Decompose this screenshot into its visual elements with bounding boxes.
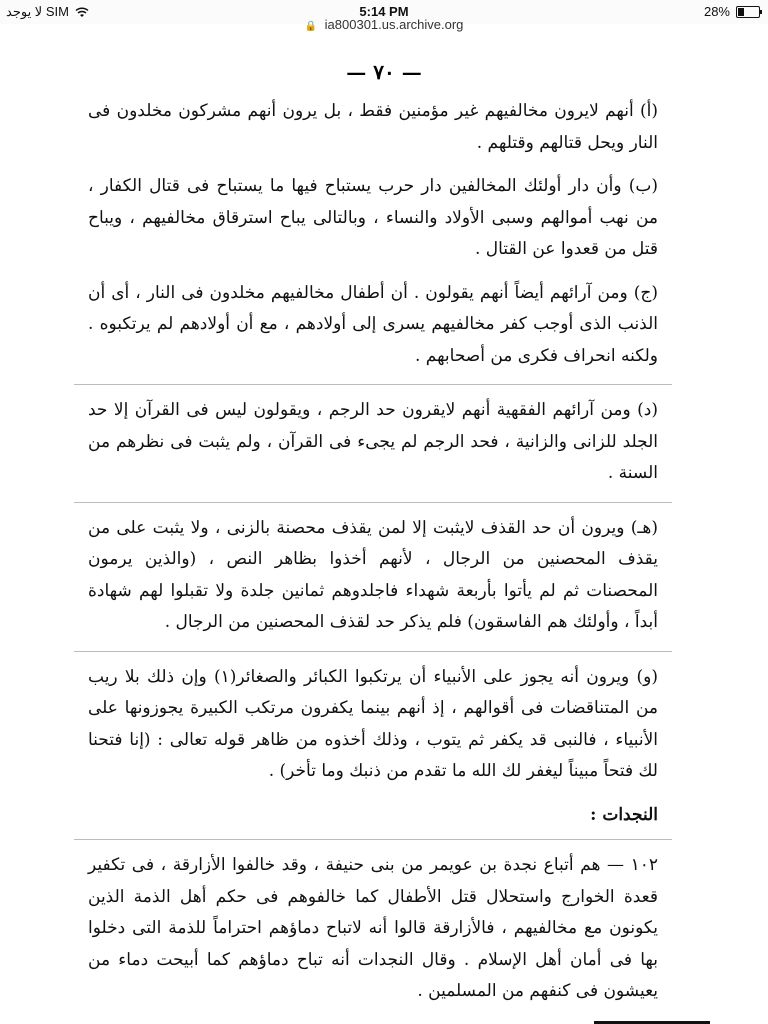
divider bbox=[74, 651, 672, 652]
document-page bbox=[0, 40, 768, 1024]
paragraph-c: (ج) ومن آرائهم أيضاً أنهم يقولون . أن أطفال مخالفيهم مخلدون فى النار ، أى أن الذنب الذى أوجب كفر مخالفيهم يسرى إلى أولادهم ، مع أن أولادهم لم يرتكبوه . ولكنه انحراف فكرى من أصحابهم . bbox=[88, 282, 658, 366]
document-body bbox=[88, 96, 658, 1020]
battery-icon bbox=[736, 6, 760, 18]
paragraph-d: (د) ومن آرائهم الفقهية أنهم لايقرون حد الرجم ، ويقولون ليس فى القرآن إلا حد الجلد للزانى والزانية ، فحد الرجم لم يجىء فى القرآن ، ولم يثبت فى نظرهم من السنة . bbox=[88, 400, 658, 483]
clock: 5:14 PM bbox=[359, 4, 409, 19]
battery-percent: 28% bbox=[703, 4, 730, 19]
divider bbox=[74, 384, 672, 385]
paragraph-f: (و) ويرون أنه يجوز على الأنبياء أن يرتكبوا الكبائر والصغائر(١) وإن ذلك بلا ريب من المتناقضات فى أقوالهم ، إذ أنهم بينما يكفرون مرتكب الكبيرة يجوزونها على الأنبياء ، فالنبى قد يكفر ثم يتوب ، وذلك أخذوه من ظاهر قوله تعالى : (إنا فتحنا لك فتحاً مبيناً ليغفر لك الله ما تقدم من ذنبك وما تأخر) . bbox=[88, 666, 658, 781]
divider bbox=[74, 502, 672, 503]
page-number: — ٧٠ — bbox=[346, 60, 422, 84]
lock-icon: 🔒 bbox=[304, 21, 318, 32]
section-paragraph: ١٠٢ — هم أتباع نجدة بن عويمر من بنى حنيفة ، وقد خالفوا الأزارقة ، فى تكفير قعدة الخوارج واستحلال قتل الأطفال كما خالفوهم فى حكم أهل الذمة الذين يكونون مع مخالفيهم ، فالأزارقة قالوا أنه لاتباح دماؤهم احتراماً للذمة التى دخلوا بها فى أمان أهل الإسلام . وقال النجدات أنه تباح دماؤهم كما أبيحت دماء من يعيشون فى كنفهم من المسلمين . bbox=[88, 855, 658, 1001]
paragraph-a: (أ) أنهم لايرون مخالفيهم غير مؤمنين فقط ، بل يرون أنهم مشركون مخلدون فى النار ويحل قتالهم وقتلهم . bbox=[88, 101, 658, 153]
url-text: ia800301.us.archive.org bbox=[324, 17, 464, 32]
paragraph-e: (هـ) ويرون أن حد القذف لايثبت إلا لمن يقذف محصنة بالزنى ، ولا يثبت على من يقذف المحصنين من الرجال ، لأنهم أخذوا بظاهر النص ، (والذين يرمون المحصنات ثم لم يأتوا بأربعة شهداء فاجلدوهم ثمانين جلدة ولا تقبلوا لهم شهادة أبداً ، وأولئك هم الفاسقون) فلم يذكر حد لقذف المحصنين من الرجال . bbox=[88, 517, 658, 632]
address-bar[interactable] bbox=[0, 17, 768, 39]
section-heading: النجدات : bbox=[590, 804, 658, 825]
battery-fill bbox=[738, 8, 744, 16]
paragraph-b: (ب) وأن دار أولئك المخالفين دار حرب يستباح فيها ما يستباح فى قتال الكفار ، من نهب أموالهم وسبى الأولاد والنساء ، وبالتالى يباح استرقاق مخالفيهم ، ويباح قتل من قعدوا عن القتال . bbox=[88, 176, 658, 259]
carrier-label: لا يوجد SIM bbox=[6, 4, 69, 19]
divider bbox=[74, 839, 672, 840]
